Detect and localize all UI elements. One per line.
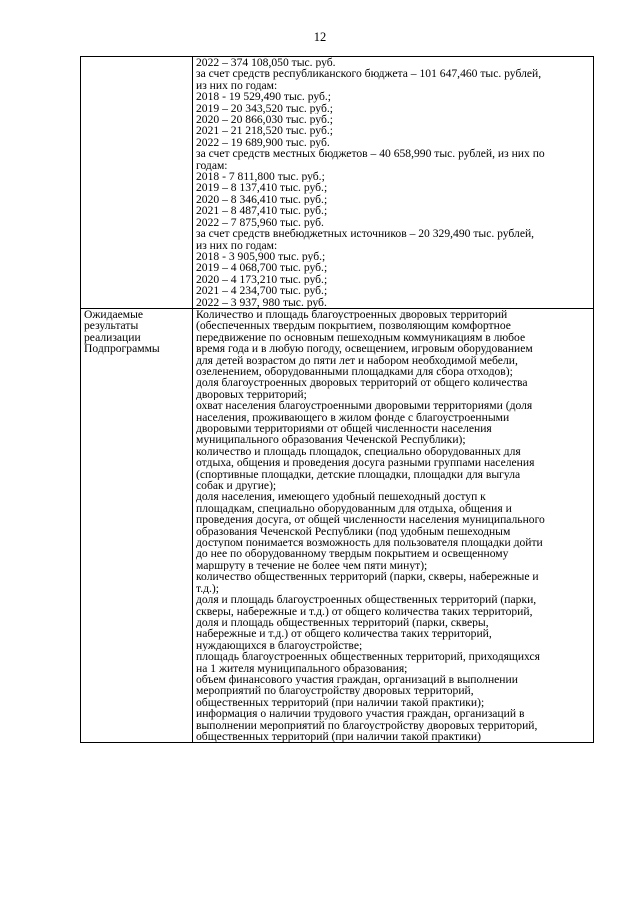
text-line: 2021 – 4 234,700 тыс. руб.; <box>196 285 328 297</box>
text-line: нуждающихся в благоустройстве; <box>196 639 363 652</box>
text-line: доступом понимается возможность для пользователя площадки дойти <box>196 537 543 549</box>
text-line: из них по годам: <box>196 239 278 251</box>
text-line: до нее по оборудованному твердым покрытием и освещенному <box>196 548 509 560</box>
text-line: озеленением, оборудованными площадками для сбора отходов); <box>196 365 513 378</box>
text-line: время года и в любую погоду, освещением, игровым оборудованием <box>196 343 533 355</box>
text-line: 2021 – 8 487,410 тыс. руб.; <box>196 205 328 217</box>
text-line: населения, проживающего в жилом фонде с благоустроенными <box>196 411 510 423</box>
text-line: 2022 – 374 108,050 тыс. руб. <box>196 57 336 69</box>
text-line: муниципального образования Чеченской Республики); <box>196 434 466 446</box>
text-line: годам: <box>196 159 228 172</box>
text-line: объем финансового участия граждан, организаций в выполнении <box>196 673 518 686</box>
text-line: 2020 – 20 866,030 тыс. руб.; <box>196 114 333 126</box>
text-line: 2022 – 19 689,900 тыс. руб. <box>196 136 330 149</box>
page-number: 12 <box>313 30 327 44</box>
expected-results-content-cell <box>193 308 594 742</box>
row-label-line: результаты <box>84 319 139 333</box>
text-line: общественных территорий (при наличии такой практики); <box>196 696 485 709</box>
text-line: 2022 – 3 937, 980 тыс. руб. <box>196 296 327 308</box>
text-line: маршруту в течение не более чем пяти минут); <box>196 559 428 572</box>
text-line: доля и площадь благоустроенных общественных территорий (парки, <box>196 594 537 606</box>
text-line: для детей возрастом до пяти лет и набором необходимой мебели, <box>196 354 518 366</box>
funding-content-cell <box>193 57 594 309</box>
row-label-line: реализации <box>84 330 141 344</box>
text-line: мероприятий по благоустройству дворовых территорий, <box>196 685 474 697</box>
text-line: 2020 – 8 346,410 тыс. руб.; <box>196 193 328 206</box>
text-line: собак и другие); <box>196 480 277 492</box>
text-line: проведения досуга, от общей численности населения муниципального <box>196 514 545 526</box>
text-line: площадкам, специально оборудованным для отдыха, общения и <box>196 502 512 515</box>
funding-label-cell <box>81 57 193 309</box>
text-line: дворовых территорий; <box>196 388 307 401</box>
text-line: образования Чеченской Республики (под удобным пешеходным <box>196 525 511 538</box>
text-line: доля благоустроенных дворовых территорий от общего количества <box>196 377 528 389</box>
text-line: 2022 – 7 875,960 тыс. руб. <box>196 216 324 229</box>
text-line: выполнении мероприятий по благоустройству дворовых территорий, <box>196 719 538 731</box>
text-line: общественных территорий (при наличии такой практики) <box>196 730 481 743</box>
text-line: информация о наличии трудового участия граждан, организаций в <box>196 708 525 720</box>
text-line: за счет средств республиканского бюджета – 101 647,460 тыс. рублей, <box>196 68 542 80</box>
text-line: количество и площадь площадок, специально оборудованных для <box>196 445 521 458</box>
text-line: передвижение по основным пешеходным коммуникациям в любое <box>196 331 526 344</box>
text-line: набережные и т.д.) от общего количества таких территорий, <box>196 628 492 640</box>
text-line: отдыха, общения и проведения досуга разными группами населения <box>196 457 535 469</box>
text-line: из них по годам: <box>196 79 278 92</box>
text-line: 2019 – 8 137,410 тыс. руб.; <box>196 182 328 194</box>
text-line: 2019 – 4 068,700 тыс. руб.; <box>196 262 328 274</box>
text-line: 2018 - 19 529,490 тыс. руб.; <box>196 91 332 103</box>
text-line: (обеспеченных твердым покрытием, позволяющим комфортное <box>196 320 511 332</box>
text-line: доля и площадь общественных территорий (парки, скверы, <box>196 616 489 629</box>
text-line: охват населения благоустроенными дворовыми территориями (доля <box>196 400 533 412</box>
text-line: за счет средств местных бюджетов – 40 658,990 тыс. рублей, из них по <box>196 148 545 160</box>
text-line: 2021 – 21 218,520 тыс. руб.; <box>196 125 333 137</box>
expected-results-label-cell <box>81 308 193 742</box>
text-line: количество общественных территорий (парки, скверы, набережные и <box>196 571 539 583</box>
table-row-expected-results <box>81 308 594 742</box>
text-line: дворовыми территориями от общей численности населения <box>196 423 492 435</box>
text-line: скверы, набережные и т.д.) от общего количества таких территорий, <box>196 605 533 617</box>
row-label-line: Ожидаемые <box>84 307 144 321</box>
table-row-funding <box>81 57 594 309</box>
text-line: 2018 - 7 811,800 тыс. руб.; <box>196 171 325 183</box>
text-line: т.д.); <box>196 582 219 595</box>
text-line: 2020 – 4 173,210 тыс. руб.; <box>196 273 328 286</box>
text-line: площадь благоустроенных общественных территорий, приходящихся <box>196 651 541 663</box>
text-line: Количество и площадь благоустроенных дворовых территорий <box>196 308 508 321</box>
program-table <box>80 56 594 743</box>
text-line: 2018 - 3 905,900 тыс. руб.; <box>196 250 326 263</box>
text-line: доля населения, имеющего удобный пешеходный доступ к <box>196 491 486 503</box>
text-line: за счет средств внебюджетных источников – 20 329,490 тыс. рублей, <box>196 228 535 240</box>
text-line: (спортивные площадки, детские площадки, площадки для выгула <box>196 468 521 481</box>
text-line: 2019 – 20 343,520 тыс. руб.; <box>196 102 333 115</box>
row-label-line: Подпрограммы <box>84 342 160 356</box>
text-line: на 1 жителя муниципального образования; <box>196 662 408 674</box>
